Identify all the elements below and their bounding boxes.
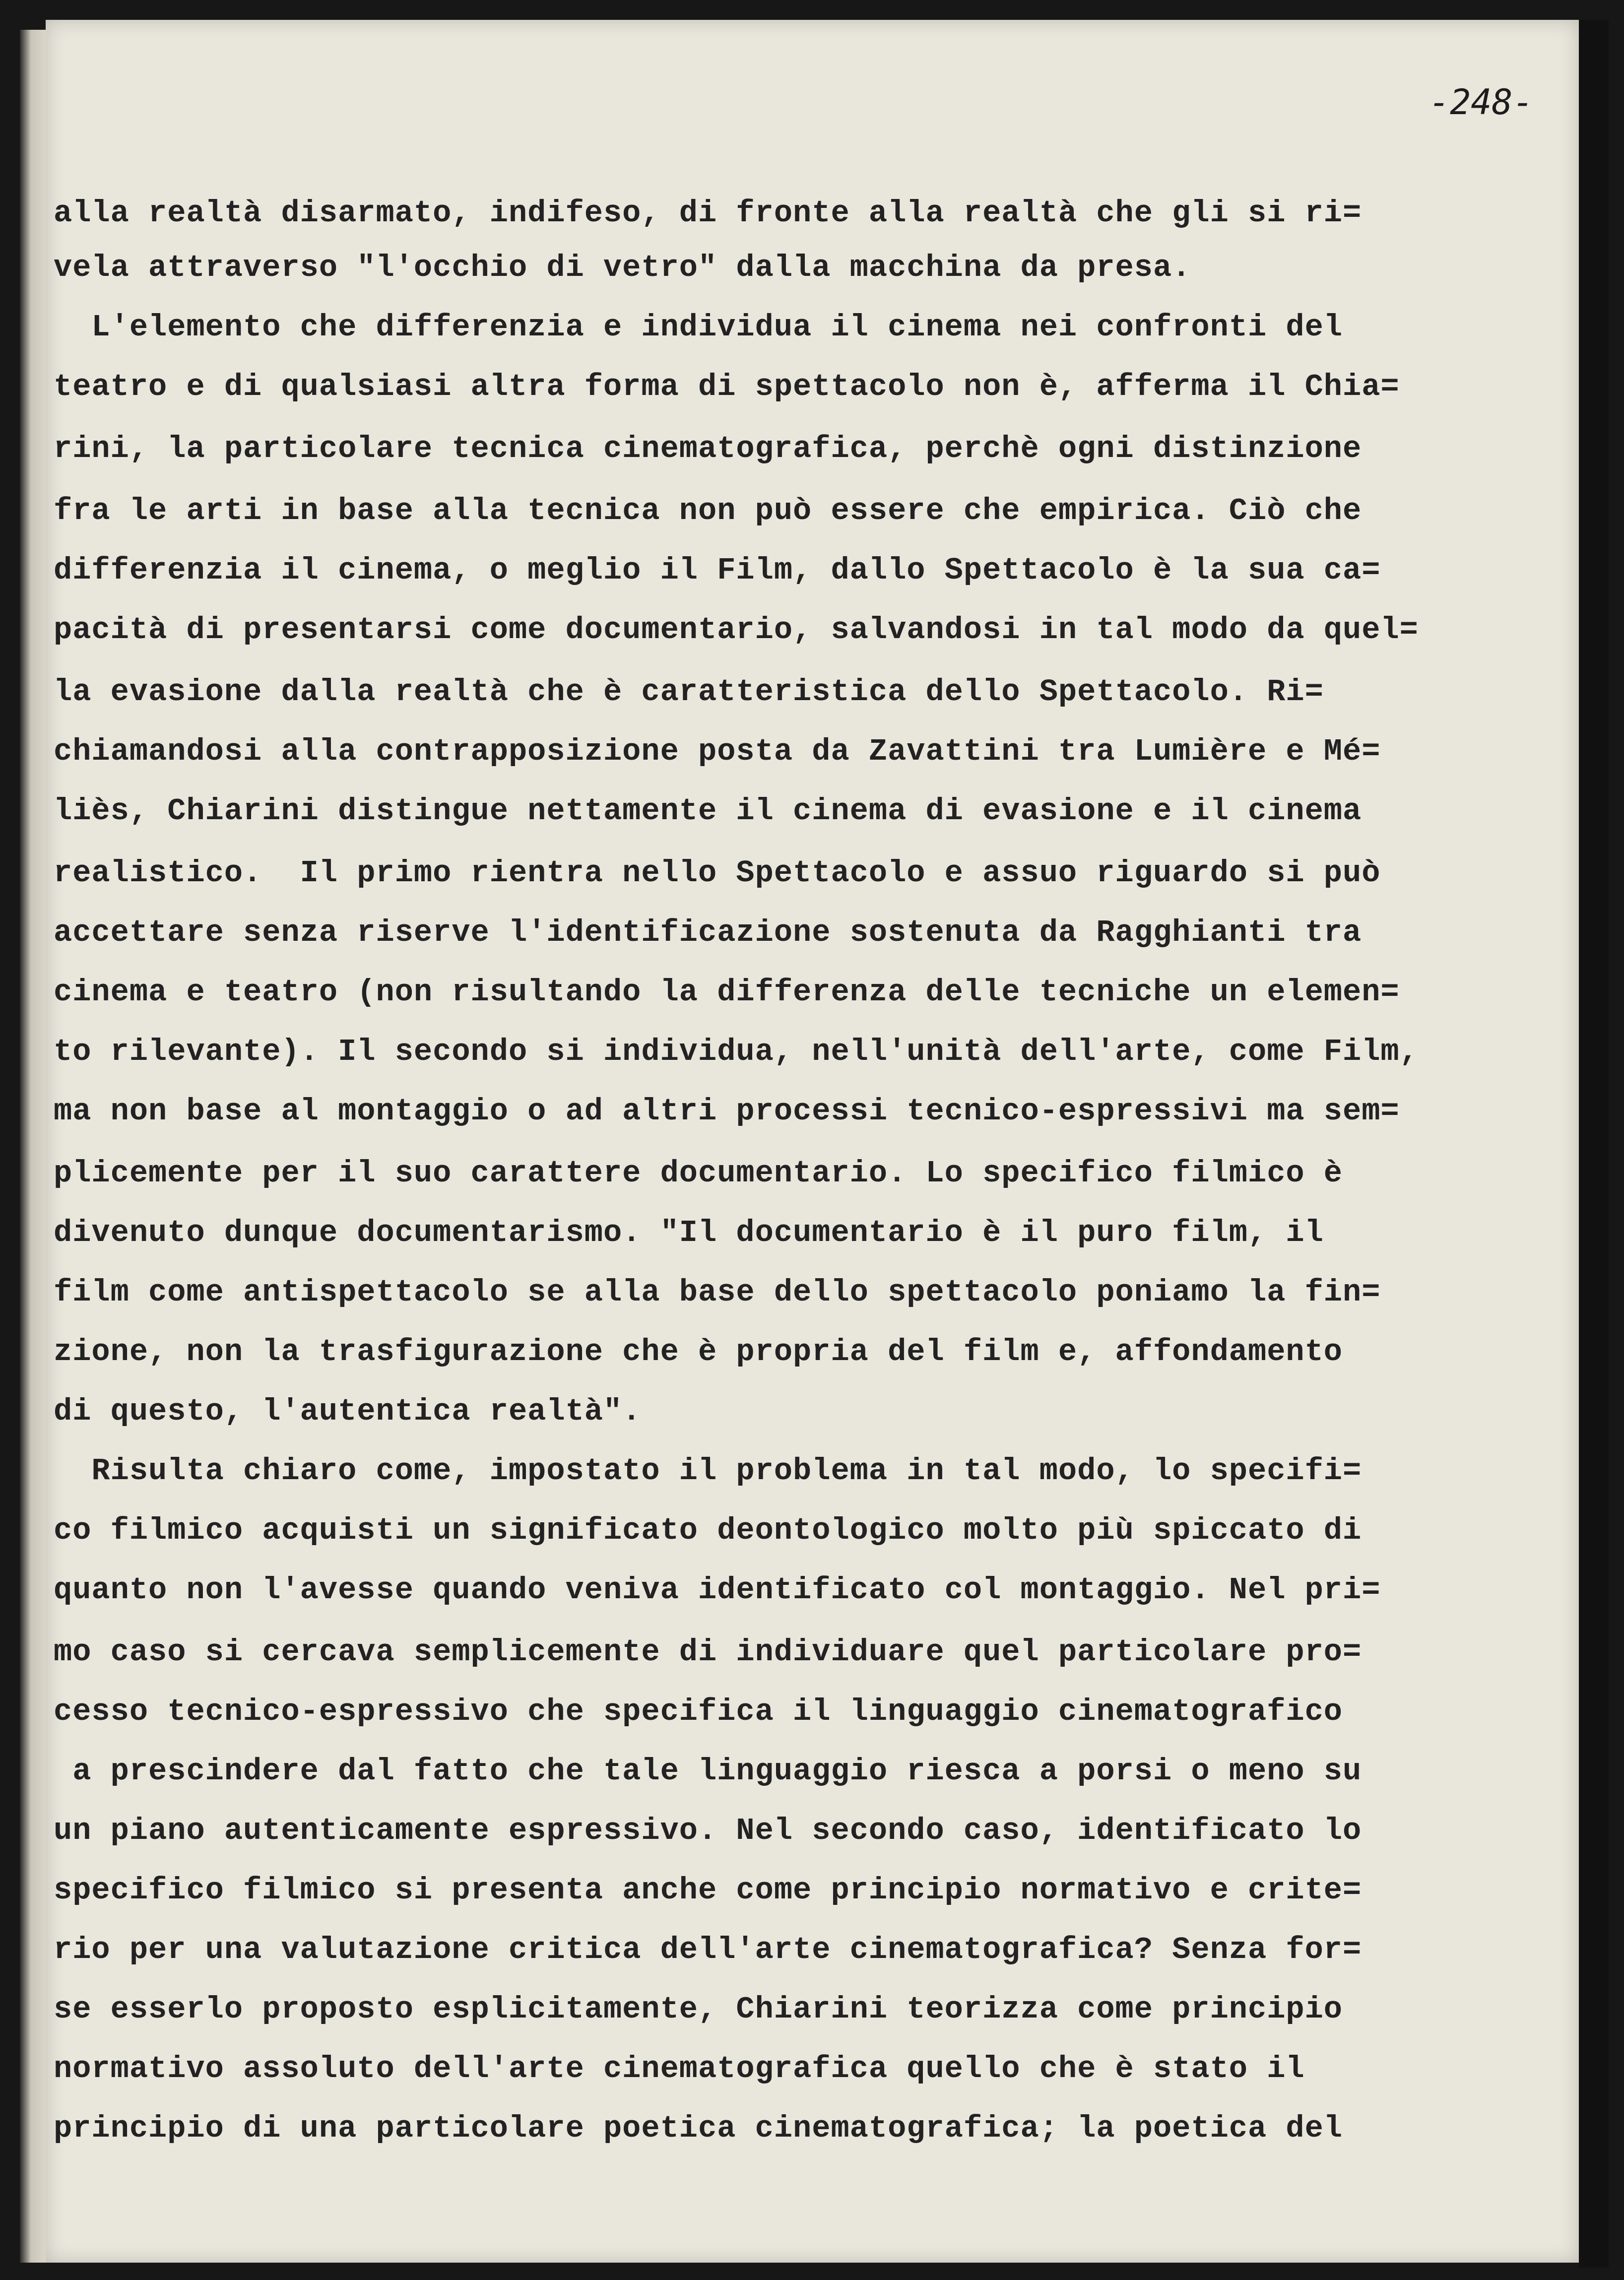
text-line: cinema e teatro (non risultando la differenza delle tecniche un elemen= — [54, 975, 1400, 1010]
text-line: co filmico acquisti un significato deontologico molto più spiccato di — [54, 1513, 1362, 1548]
text-line: se esserlo proposto esplicitamente, Chiarini teorizza come principio — [54, 1992, 1343, 2027]
text-line: principio di una particolare poetica cinematografica; la poetica del — [54, 2111, 1343, 2146]
text-line: normativo assoluto dell'arte cinematografica quello che è stato il — [54, 2051, 1305, 2086]
text-line: rio per una valutazione critica dell'arte cinematografica? Senza for= — [54, 1932, 1362, 1967]
text-line: accettare senza riserve l'identificazione sostenuta da Ragghianti tra — [54, 915, 1362, 950]
text-line: la evasione dalla realtà che è caratteristica dello Spettacolo. Ri= — [54, 674, 1324, 710]
text-line: rini, la particolare tecnica cinematografica, perchè ogni distinzione — [54, 431, 1362, 466]
text-line: pacità di presentarsi come documentario, salvandosi in tal modo da quel= — [54, 612, 1419, 648]
text-line: cesso tecnico-espressivo che specifica il linguaggio cinematografico — [54, 1694, 1343, 1729]
text-line: fra le arti in base alla tecnica non può essere che empirica. Ciò che — [54, 493, 1362, 528]
text-line: L'elemento che differenzia e individua il cinema nei confronti del — [54, 310, 1343, 345]
text-line: alla realtà disarmato, indifeso, di fronte alla realtà che gli si ri= — [54, 195, 1362, 231]
text-line: ma non base al montaggio o ad altri processi tecnico-espressivi ma sem= — [54, 1094, 1400, 1129]
text-line: liès, Chiarini distingue nettamente il cinema di evasione e il cinema — [54, 793, 1362, 829]
text-line: zione, non la trasfigurazione che è propria del film e, affondamento — [54, 1334, 1343, 1369]
text-line: vela attraverso "l'occhio di vetro" dalla macchina da presa. — [54, 250, 1191, 285]
text-line: Risulta chiaro come, impostato il problema in tal modo, lo specifi= — [54, 1453, 1362, 1489]
text-line: mo caso si cercava semplicemente di individuare quel particolare pro= — [54, 1634, 1362, 1670]
text-line: quanto non l'avesse quando veniva identificato col montaggio. Nel pri= — [54, 1572, 1381, 1608]
text-line: specifico filmico si presenta anche come principio normativo e crite= — [54, 1873, 1362, 1908]
text-line: di questo, l'autentica realtà". — [54, 1394, 642, 1429]
text-line: a prescindere dal fatto che tale linguaggio riesca a porsi o meno su — [54, 1754, 1362, 1789]
text-line: chiamandosi alla contrapposizione posta da Zavattini tra Lumière e Mé= — [54, 734, 1381, 769]
text-line: to rilevante). Il secondo si individua, nell'unità dell'arte, come Film, — [54, 1034, 1419, 1069]
page-number: -248- — [1429, 82, 1534, 123]
text-line: realistico. Il primo rientra nello Spettacolo e assuo riguardo si può — [54, 855, 1381, 891]
text-line: divenuto dunque documentarismo. "Il documentario è il puro film, il — [54, 1215, 1324, 1250]
text-line: plicemente per il suo carattere documentario. Lo specifico filmico è — [54, 1156, 1343, 1191]
text-line: differenzia il cinema, o meglio il Film, dallo Spettacolo è la sua ca= — [54, 553, 1381, 588]
text-line: teatro e di qualsiasi altra forma di spettacolo non è, afferma il Chia= — [54, 369, 1400, 404]
text-line: un piano autenticamente espressivo. Nel secondo caso, identificato lo — [54, 1813, 1362, 1848]
text-line: film come antispettacolo se alla base dello spettacolo poniamo la fin= — [54, 1275, 1381, 1310]
